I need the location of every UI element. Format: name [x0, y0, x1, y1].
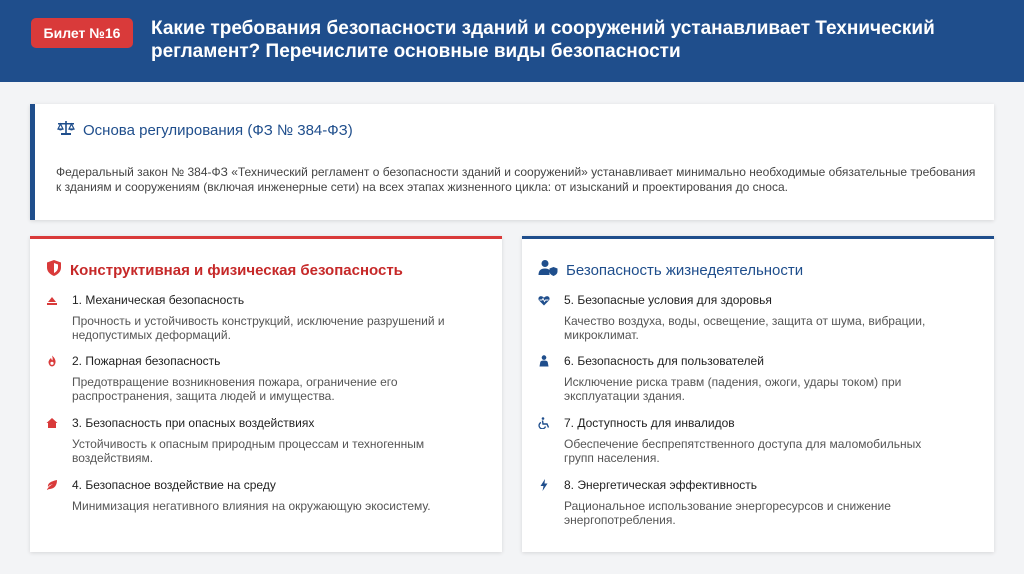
item-description: Обеспечение беспрепятственного доступа для маломобильных групп населения. — [564, 437, 922, 465]
ticket-badge: Билет №16 — [31, 18, 133, 48]
item-title: 2. Пожарная безопасность — [72, 354, 221, 368]
regulation-basis-card — [30, 104, 994, 220]
page-title: Какие требования безопасности зданий и сооружений устанавливает Технический регламент? Перечислите основные виды безопасности — [151, 18, 935, 62]
list-item — [538, 354, 958, 403]
item-title: 4. Безопасное воздействие на среду — [72, 478, 276, 492]
house-icon — [46, 417, 58, 429]
item-description: Предотвращение возникновения пожара, ограничение его распространения, защита людей и имущества. — [72, 375, 398, 403]
wheelchair-icon — [538, 417, 550, 429]
item-title: 6. Безопасность для пользователей — [564, 354, 764, 368]
item-title: 1. Механическая безопасность — [72, 293, 245, 307]
leaf-icon — [46, 479, 58, 491]
shield-icon — [46, 259, 62, 282]
basis-title: Основа регулирования (ФЗ № 384-ФЗ) — [83, 122, 353, 139]
item-title: 3. Безопасность при опасных воздействиях — [72, 416, 315, 430]
item-title: 5. Безопасные условия для здоровья — [564, 293, 772, 307]
fire-icon — [46, 355, 58, 367]
item-description: Устойчивость к опасным природным процессам и техногенным воздействиям. — [72, 437, 425, 465]
user-shield-icon — [538, 259, 558, 281]
life-safety-card — [522, 236, 994, 552]
list-item — [46, 293, 466, 342]
person-icon — [538, 355, 550, 367]
bolt-icon — [538, 479, 550, 491]
list-item — [538, 416, 958, 465]
item-title: 7. Доступность для инвалидов — [564, 416, 735, 430]
heart-pulse-icon — [538, 294, 550, 306]
item-description: Прочность и устойчивость конструкций, исключение разрушений и недопустимых деформаций. — [72, 314, 445, 342]
scales-icon — [57, 120, 75, 141]
list-item — [46, 354, 466, 403]
item-description: Рациональное использование энергоресурсов и снижение энергопотребления. — [564, 499, 891, 527]
structural-safety-title: Конструктивная и физическая безопасность — [70, 262, 403, 279]
life-safety-header — [538, 259, 803, 281]
structural-safety-card — [30, 236, 502, 552]
item-description: Качество воздуха, воды, освещение, защита от шума, вибрации, микроклимат. — [564, 314, 926, 342]
header-bar — [0, 0, 1024, 82]
life-safety-title: Безопасность жизнедеятельности — [566, 261, 804, 279]
structural-safety-header — [46, 259, 403, 282]
item-description: Минимизация негативного влияния на окружающую экосистему. — [72, 499, 431, 513]
list-item — [538, 478, 958, 527]
building-icon — [46, 294, 58, 306]
basis-header — [57, 120, 353, 141]
list-item — [46, 478, 466, 513]
basis-text: Федеральный закон № 384-ФЗ «Технический регламент о безопасности зданий и сооружений» устанавливает минимально необходимые обязательные требования к зданиям и сооружениям (включая инженерные сети) на всех этапах жизненного цикла: от изысканий и проектирования до сноса. — [56, 165, 976, 194]
item-title: 8. Энергетическая эффективность — [564, 478, 758, 492]
item-description: Исключение риска травм (падения, ожоги, удары током) при эксплуатации здания. — [564, 375, 902, 403]
list-item — [46, 416, 466, 465]
list-item — [538, 293, 958, 342]
